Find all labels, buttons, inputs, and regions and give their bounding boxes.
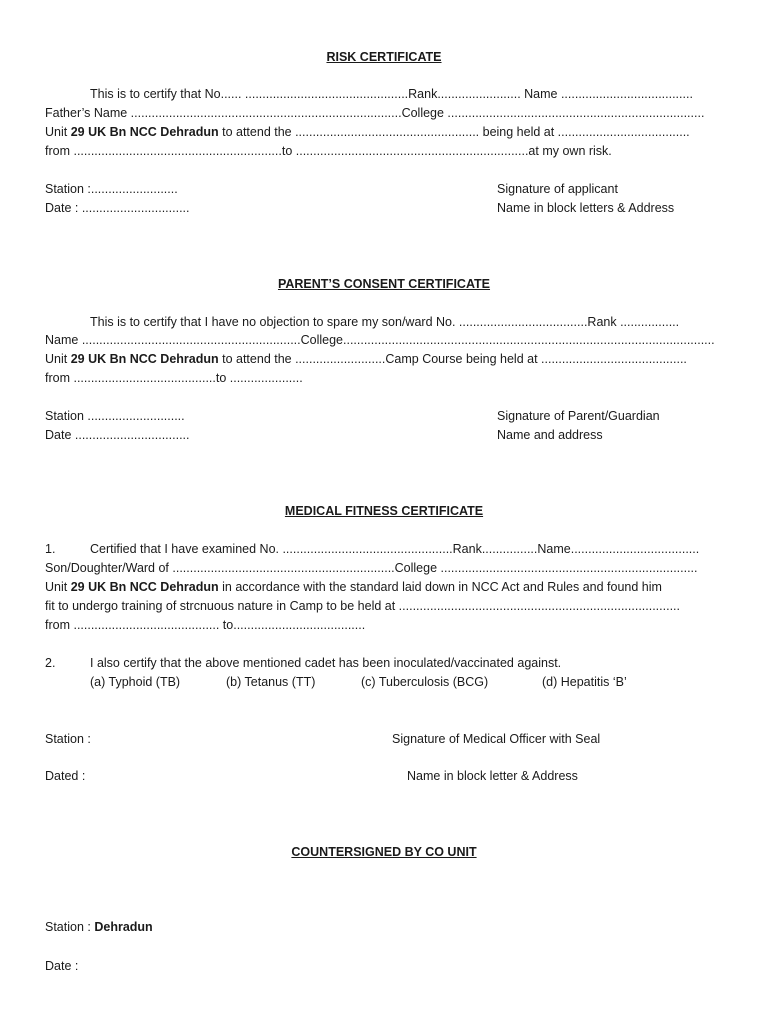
risk-line-3-rest: to attend the ..................................................... being held at ...................................... [218, 125, 690, 139]
medical-line-6: I also certify that the above mentioned cadet has been inoculated/vaccinated against. [90, 656, 562, 670]
medical-name-address-label: Name in block letter & Address [407, 769, 578, 783]
vaccine-option-b: (b) Tetanus (TT) [226, 675, 316, 689]
medical-line-2: Son/Doughter/Ward of ................................................................College .......................................................................... [45, 561, 698, 575]
parent-date: Date ................................. [45, 428, 190, 442]
risk-line-3 [45, 124, 690, 140]
counter-station-label: Station : [45, 920, 95, 934]
unit-prefix: Unit [45, 352, 71, 366]
vaccine-option-d: (d) Hepatitis ‘B’ [542, 675, 627, 689]
medical-item-1-number: 1. [45, 542, 56, 556]
medical-station: Station : [45, 732, 91, 746]
medical-item-2-number: 2. [45, 656, 56, 670]
medical-dated: Dated : [45, 769, 86, 783]
medical-line-4: fit to undergo training of strcnuous nature in Camp to be held at ................................................................................. [45, 599, 680, 613]
medical-line-5: from .......................................... to...................................... [45, 618, 366, 632]
risk-line-4: from ............................................................to ...................................................................at my own risk. [45, 144, 612, 158]
risk-line-2: Father’s Name ..............................................................................College .......................................................................... [45, 106, 705, 120]
risk-station: Station :......................... [45, 182, 178, 196]
medical-line-3-rest: in accordance with the standard laid down in NCC Act and Rules and found him [218, 580, 662, 594]
unit-name: 29 UK Bn NCC Dehradun [70, 125, 219, 139]
risk-certificate-title: RISK CERTIFICATE [326, 50, 442, 64]
parent-line-1: This is to certify that I have no objection to spare my son/ward No. .....................................Rank ................. [90, 315, 680, 329]
counter-station [45, 919, 153, 935]
parent-consent-title: PARENT’S CONSENT CERTIFICATE [277, 277, 491, 291]
unit-name: 29 UK Bn NCC Dehradun [70, 352, 219, 366]
parent-line-2: Name ...............................................................College........................................................................................................... [45, 333, 715, 347]
unit-name: 29 UK Bn NCC Dehradun [70, 580, 219, 594]
parent-line-4: from .........................................to ..................... [45, 371, 303, 385]
parent-signature-label: Signature of Parent/Guardian [497, 409, 660, 423]
parent-name-address-label: Name and address [497, 428, 603, 442]
risk-name-address-label: Name in block letters & Address [497, 201, 675, 215]
medical-line-1: Certified that I have examined No. .................................................Rank................Name..................................... [90, 542, 700, 556]
risk-signature-label: Signature of applicant [497, 182, 618, 196]
vaccine-option-c: (c) Tuberculosis (BCG) [361, 675, 489, 689]
counter-date: Date : [45, 959, 79, 973]
risk-line-1: This is to certify that No...... ...............................................Rank........................ Name ...................................... [90, 87, 693, 101]
medical-line-3 [45, 579, 662, 595]
risk-date: Date : ............................... [45, 201, 190, 215]
countersigned-title: COUNTERSIGNED BY CO UNIT [291, 845, 477, 859]
parent-line-3-rest: to attend the ..........................Camp Course being held at .......................................... [218, 352, 687, 366]
medical-fitness-title: MEDICAL FITNESS CERTIFICATE [284, 504, 484, 518]
parent-line-3 [45, 351, 687, 367]
unit-prefix: Unit [45, 580, 71, 594]
parent-station: Station ............................ [45, 409, 185, 423]
vaccine-option-a: (a) Typhoid (TB) [90, 675, 181, 689]
medical-officer-signature-label: Signature of Medical Officer with Seal [392, 732, 601, 746]
counter-station-value: Dehradun [94, 920, 153, 934]
unit-prefix: Unit [45, 125, 71, 139]
